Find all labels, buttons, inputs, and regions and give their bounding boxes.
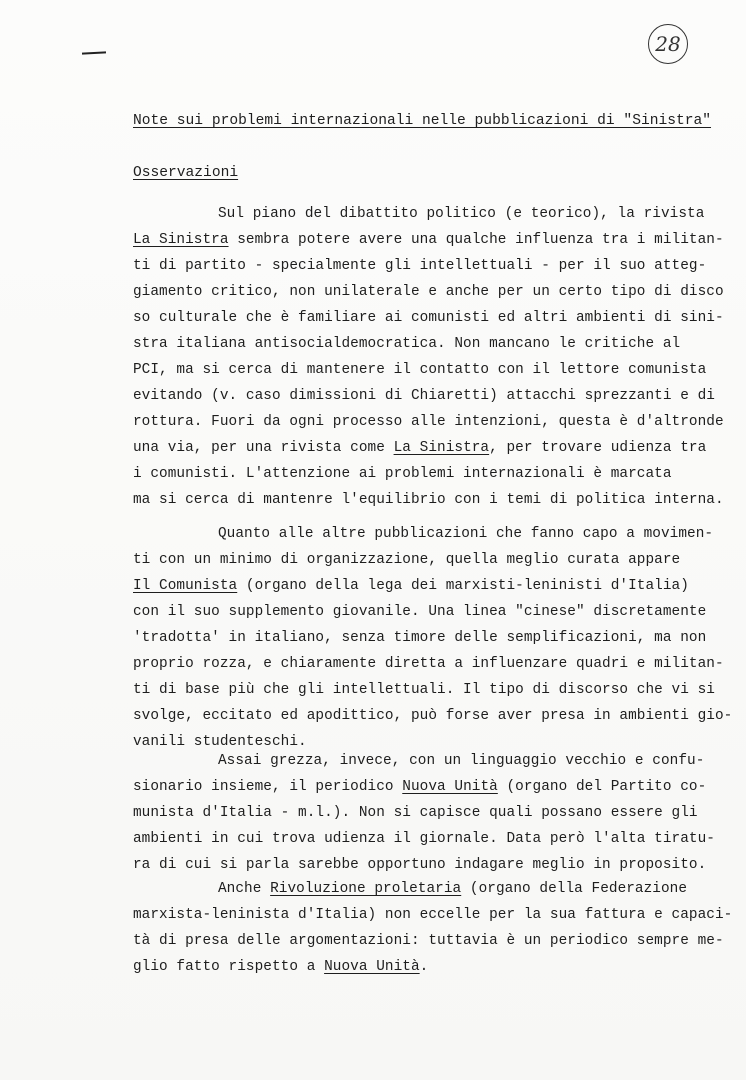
text-line	[133, 466, 672, 482]
text-segment: .	[419, 959, 429, 975]
text-line	[133, 440, 706, 456]
text-line	[133, 604, 706, 620]
text-segment: ti di partito - specialmente gli intellettuali - per il suo atteg-	[133, 258, 707, 274]
text-line	[133, 258, 706, 274]
text-segment: so culturale che è familiare ai comunisti ed altri ambienti di sini-	[133, 310, 724, 326]
text-line	[133, 779, 706, 795]
text-line	[133, 336, 680, 352]
text-line	[218, 881, 687, 897]
text-line	[218, 206, 704, 222]
text-segment: munista d'Italia - m.l.). Non si capisce quali possano essere gli	[133, 805, 698, 821]
text-line	[133, 414, 724, 430]
text-line	[133, 656, 724, 672]
text-line	[133, 708, 732, 724]
text-line	[133, 492, 724, 508]
text-line	[133, 682, 715, 698]
text-segment: (organo della lega dei marxisti-leninisti d'Italia)	[237, 578, 689, 594]
text-segment: ma si cerca di mantenre l'equilibrio con i temi di politica interna.	[133, 492, 724, 508]
text-segment: ambienti in cui trova udienza il giornale. Data però l'alta tiratu-	[133, 831, 715, 847]
text-segment: (organo del Partito co-	[497, 779, 707, 795]
text-line	[133, 933, 724, 949]
text-segment: sionario insieme, il periodico	[133, 779, 403, 795]
document-title: Note sui problemi internazionali nelle pubblicazioni di "Sinistra"	[133, 113, 712, 129]
text-segment: svolge, eccitato ed apodittico, può forse aver presa in ambienti gio-	[133, 708, 733, 724]
text-segment: Sul piano del dibattito politico (e teorico), la rivista	[218, 206, 705, 222]
text-segment: sembra potere avere una qualche influenza tra i militan-	[228, 232, 724, 248]
publication-title: Nuova Unità	[402, 779, 498, 795]
publication-title: Il Comunista	[133, 578, 238, 594]
text-line	[133, 857, 706, 873]
text-segment: ti di base più che gli intellettuali. Il tipo di discorso che vi si	[133, 682, 715, 698]
text-line	[133, 907, 732, 923]
section-heading: Osservazioni	[133, 165, 239, 181]
text-segment: stra italiana antisocialdemocratica. Non mancano le critiche al	[133, 336, 681, 352]
text-segment: rottura. Fuori da ogni processo alle intenzioni, questa è d'altronde	[133, 414, 724, 430]
text-line	[133, 232, 724, 248]
text-segment: ti con un minimo di organizzazione, quella meglio curata appare	[133, 552, 681, 568]
text-segment: giamento critico, non unilaterale e anche per un certo tipo di disco	[133, 284, 724, 300]
text-segment: Assai grezza, invece, con un linguaggio vecchio e confu-	[218, 753, 705, 769]
text-segment: 'tradotta' in italiano, senza timore delle semplificazioni, ma non	[133, 630, 707, 646]
text-line	[133, 310, 724, 326]
text-segment: marxista-leninista d'Italia) non eccelle per la sua fattura e capaci-	[133, 907, 733, 923]
text-segment: una via, per una rivista come	[133, 440, 394, 456]
publication-title: La Sinistra	[393, 440, 490, 456]
text-line	[133, 388, 715, 404]
text-segment: ra di cui si parla sarebbe opportuno indagare meglio in proposito.	[133, 857, 707, 873]
text-line	[133, 284, 724, 300]
text-line	[133, 831, 715, 847]
page-number-stamp: 28	[648, 24, 688, 64]
text-segment: , per trovare udienza tra	[489, 440, 707, 456]
text-segment: glio fatto rispetto a	[133, 959, 325, 975]
text-line	[133, 552, 680, 568]
publication-title: La Sinistra	[133, 232, 229, 248]
text-segment: con il suo supplemento giovanile. Una linea "cinese" discretamente	[133, 604, 707, 620]
publication-title: Nuova Unità	[324, 959, 420, 975]
text-segment: (organo della Federazione	[461, 881, 688, 897]
text-line	[133, 959, 428, 975]
text-segment: PCI, ma si cerca di mantenere il contatto con il lettore comunista	[133, 362, 707, 378]
text-line	[133, 630, 706, 646]
publication-title: Rivoluzione proletaria	[270, 881, 462, 897]
text-segment: tà di presa delle argomentazioni: tuttavia è un periodico sempre me-	[133, 933, 724, 949]
text-segment: i comunisti. L'attenzione ai problemi internazionali è marcata	[133, 466, 672, 482]
text-line	[133, 734, 307, 750]
text-segment: Quanto alle altre pubblicazioni che fanno capo a movimen-	[218, 526, 714, 542]
text-line	[218, 753, 704, 769]
text-segment: proprio rozza, e chiaramente diretta a influenzare quadri e militan-	[133, 656, 724, 672]
text-segment: evitando (v. caso dimissioni di Chiaretti) attacchi sprezzanti e di	[133, 388, 715, 404]
text-segment: vanili studenteschi.	[133, 734, 307, 750]
margin-dash-mark	[82, 51, 106, 54]
text-line	[133, 805, 698, 821]
text-line	[133, 578, 689, 594]
text-segment: Anche	[218, 881, 271, 897]
text-line	[218, 526, 713, 542]
text-line	[133, 362, 706, 378]
